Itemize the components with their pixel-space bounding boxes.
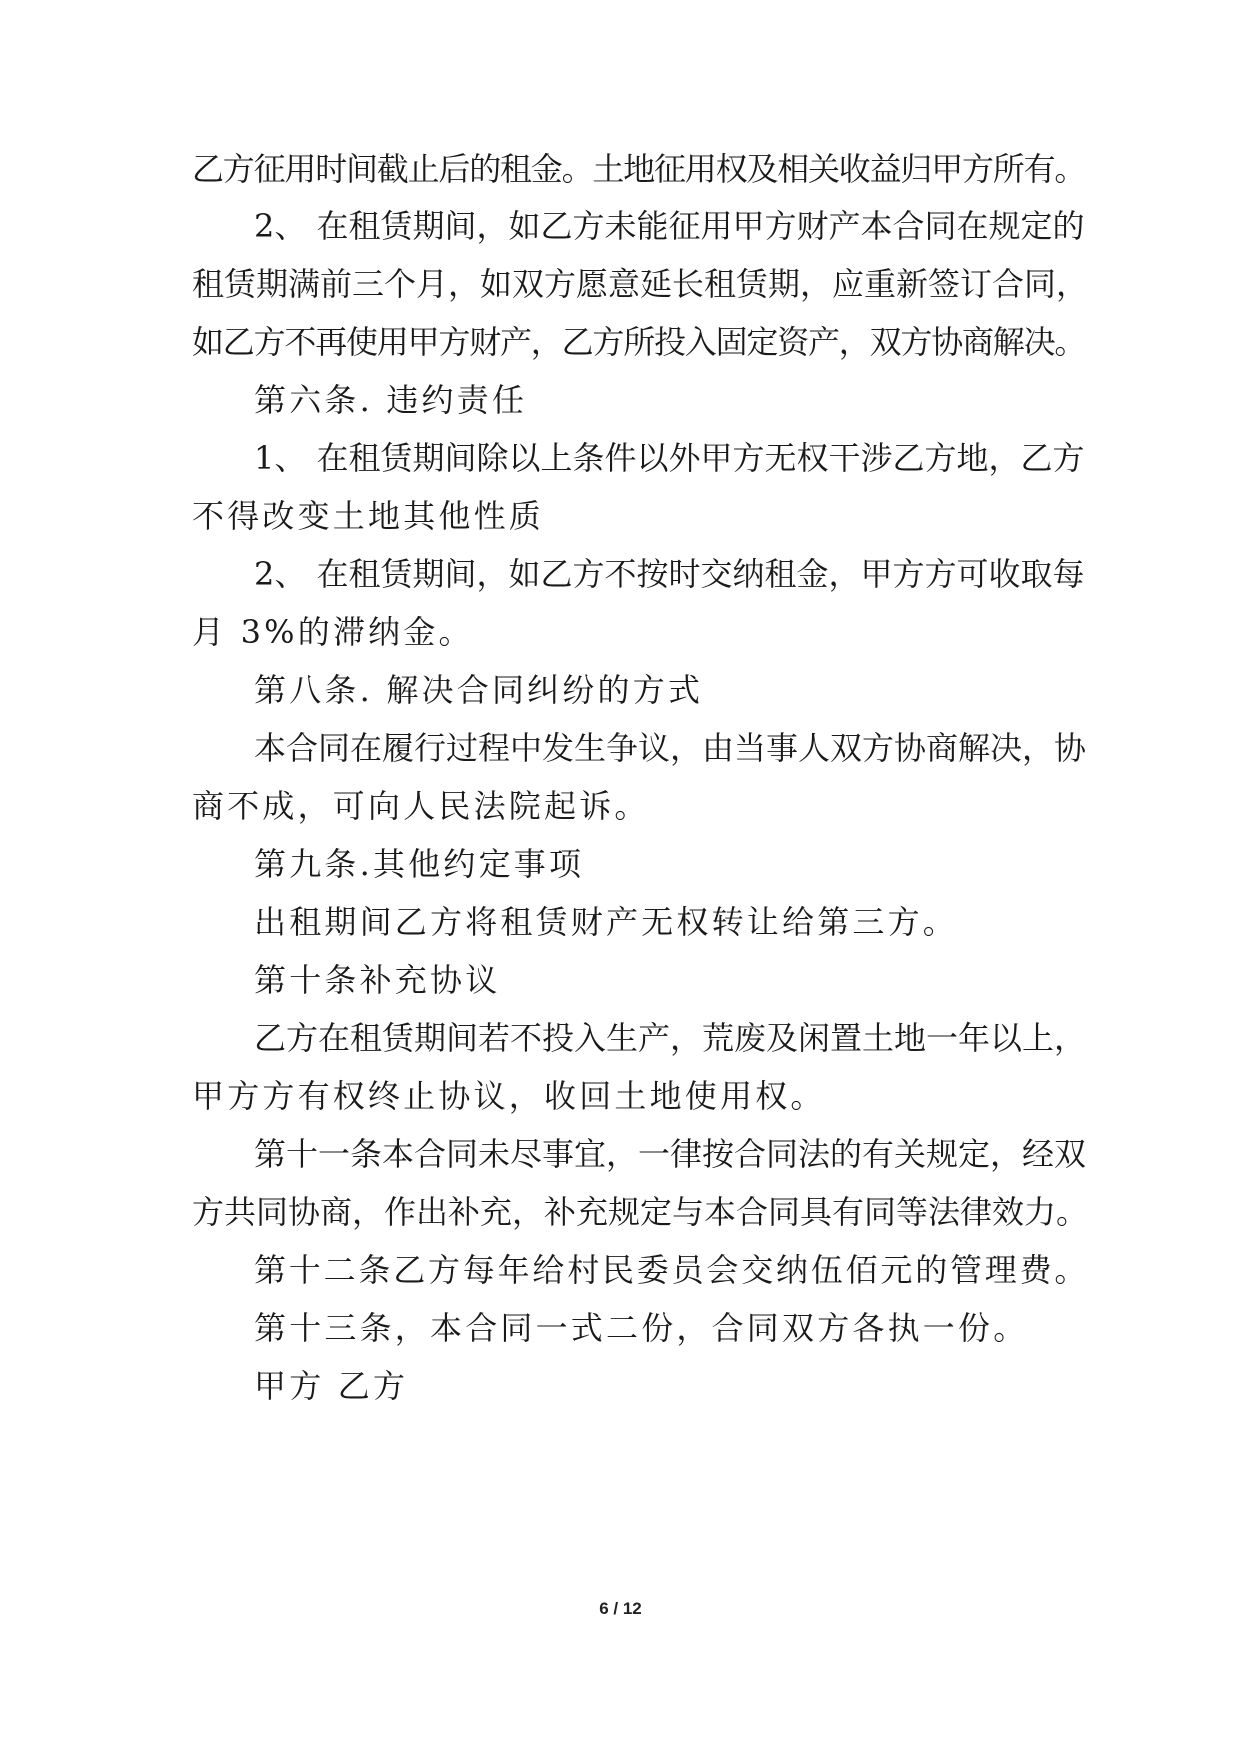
section-heading: 第六条. 违约责任 [254, 381, 528, 419]
paragraph-line: 本合同在履行过程中发生争议，由当事人双方协商解决，协 [254, 729, 1087, 767]
paragraph-line: 租赁期满前三个月，如双方愿意延长租赁期，应重新签订合同， [192, 265, 1089, 303]
paragraph-line: 甲方方有权终止协议，收回土地使用权。 [192, 1077, 826, 1115]
section-heading: 第十条补充协议 [254, 961, 501, 999]
paragraph-line: 商不成，可向人民法院起诉。 [192, 787, 650, 825]
paragraph-line: 第十一条本合同未尽事宜，一律按合同法的有关规定，经双 [254, 1135, 1087, 1173]
paragraph-line: 2、 在租赁期间，如乙方不按时交纳租金，甲方方可收取每 [254, 555, 1085, 593]
paragraph-line: 不得改变土地其他性质 [192, 497, 545, 535]
paragraph-line: 如乙方不再使用甲方财产，乙方所投入固定资产，双方协商解决。 [192, 323, 1086, 361]
paragraph-line: 月 3%的滞纳金。 [192, 613, 474, 651]
section-heading: 第八条. 解决合同纠纷的方式 [254, 671, 704, 709]
section-heading: 第九条.其他约定事项 [254, 845, 585, 883]
signature-line: 甲方 乙方 [254, 1367, 409, 1405]
paragraph-line: 第十二条乙方每年给村民委员会交纳伍佰元的管理费。 [254, 1251, 1090, 1289]
paragraph-line: 出租期间乙方将租赁财产无权转让给第三方。 [254, 903, 959, 941]
paragraph-line: 乙方征用时间截止后的租金。土地征用权及相关收益归甲方所有。 [192, 150, 1086, 188]
paragraph-line: 2、 在租赁期间，如乙方未能征用甲方财产本合同在规定的 [254, 207, 1085, 245]
paragraph-line: 1、 在租赁期间除以上条件以外甲方无权干涉乙方地，乙方 [254, 439, 1085, 477]
page-number: 6 / 12 [599, 1599, 642, 1618]
paragraph-line: 第十三条，本合同一式二份，合同双方各执一份。 [254, 1309, 1029, 1347]
paragraph-line: 方共同协商，作出补充，补充规定与本合同具有同等法律效力。 [192, 1193, 1089, 1231]
paragraph-line: 乙方在租赁期间若不投入生产，荒废及闲置土地一年以上， [254, 1019, 1087, 1057]
